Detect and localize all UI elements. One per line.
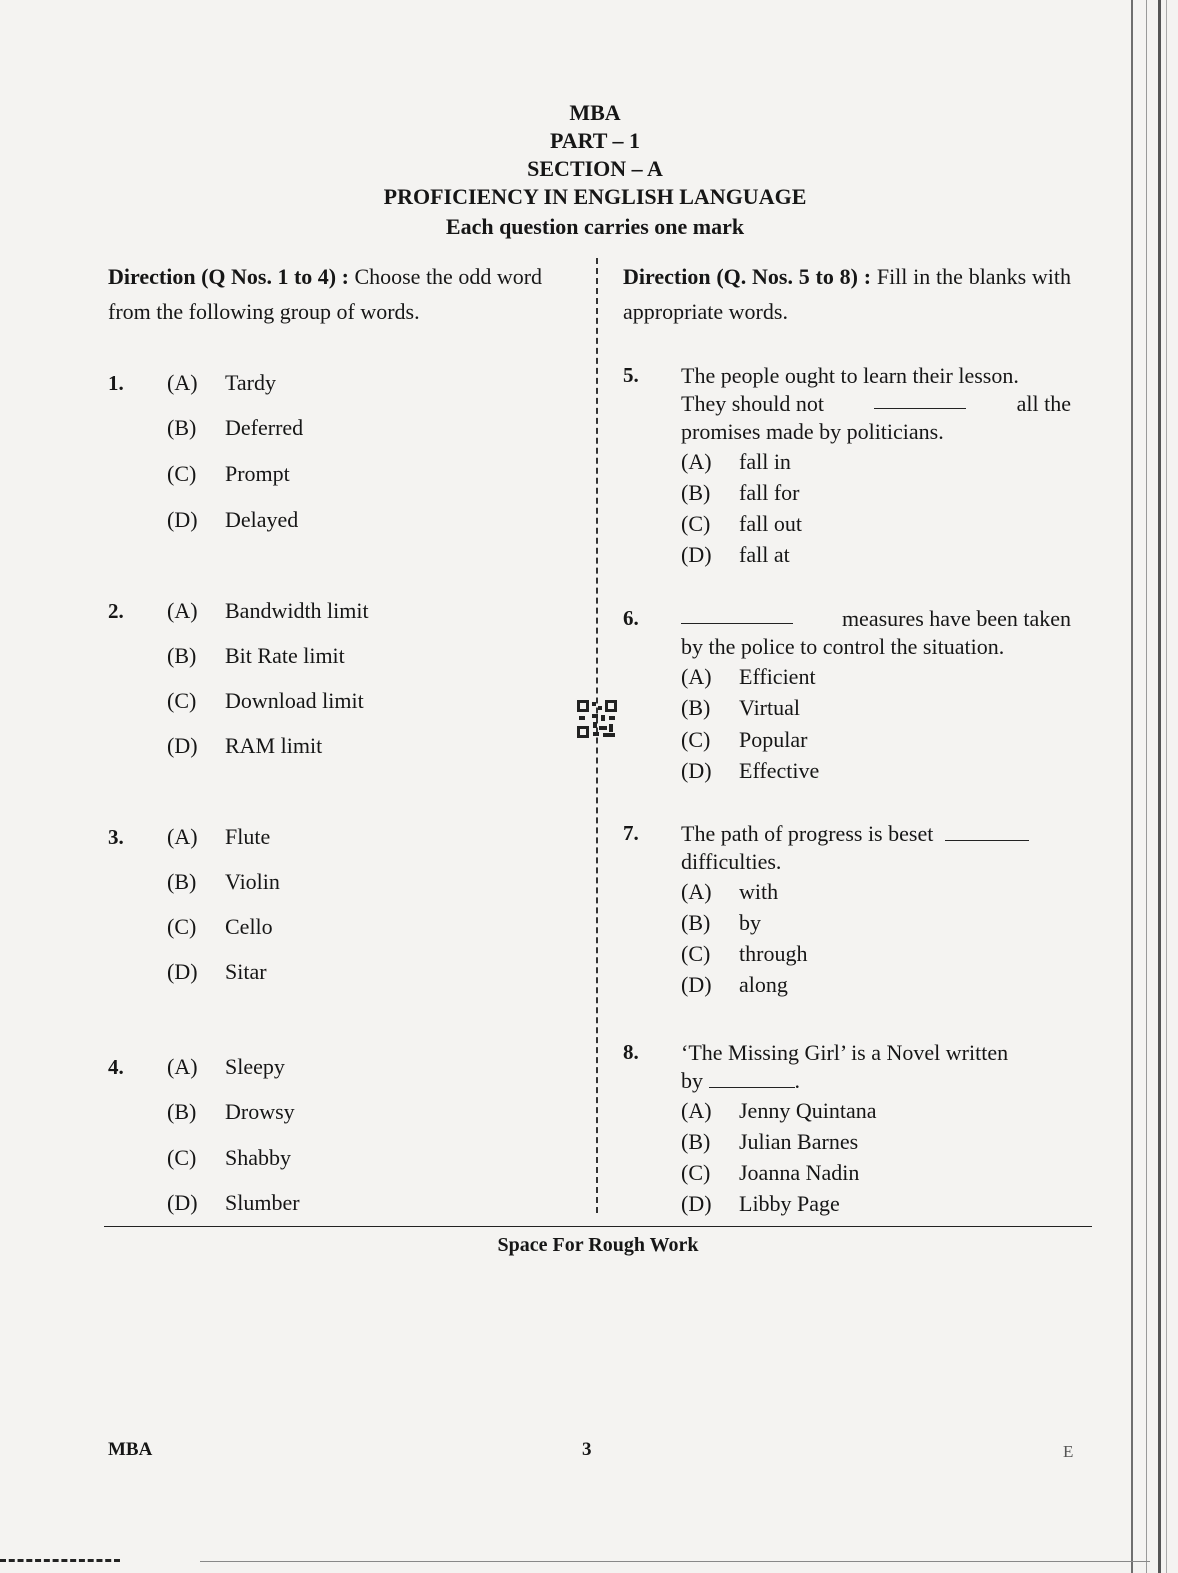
bottom-edge-mark bbox=[0, 1559, 120, 1562]
option-b: (B) Violin bbox=[167, 869, 280, 894]
question-number: 1. bbox=[108, 371, 124, 395]
option-d: (D) Libby Page bbox=[681, 1191, 840, 1216]
answer-blank bbox=[709, 1069, 795, 1088]
answer-blank bbox=[681, 605, 793, 624]
option-a: (A) Flute bbox=[167, 824, 271, 849]
right-direction-text: Fill in the blanks with appropriate words. bbox=[623, 264, 1072, 324]
option-a: (A) Tardy bbox=[167, 370, 276, 395]
option-a: (A) Efficient bbox=[681, 664, 816, 689]
section-rule bbox=[104, 1226, 1092, 1227]
question-number: 7. bbox=[623, 821, 639, 845]
option-d: (D) RAM limit bbox=[167, 733, 323, 758]
right-direction-label: Direction (Q. Nos. 5 to 8) : bbox=[623, 264, 872, 289]
option-c: (C) fall out bbox=[681, 511, 802, 536]
page-number: 3 bbox=[582, 1439, 592, 1460]
option-a: (A) Sleepy bbox=[167, 1054, 285, 1079]
option-b: (B) Bit Rate limit bbox=[167, 643, 345, 668]
option-d: (D) Effective bbox=[681, 758, 820, 783]
question-stem: The path of progress is beset difficulties. bbox=[681, 820, 1071, 876]
left-direction-label: Direction (Q Nos. 1 to 4) : bbox=[108, 264, 349, 289]
question-number: 4. bbox=[108, 1055, 124, 1079]
right-direction bbox=[623, 259, 1071, 329]
question-stem: measures have been taken by the police to control the situation. bbox=[681, 606, 1071, 659]
option-b: (B) by bbox=[681, 910, 761, 935]
option-a: (A) Jenny Quintana bbox=[681, 1098, 877, 1123]
question-number: 5. bbox=[623, 363, 639, 387]
option-b: (B) Virtual bbox=[681, 695, 800, 720]
option-c: (C) Download limit bbox=[167, 688, 364, 713]
option-c: (C) Prompt bbox=[167, 461, 290, 486]
question-stem: ‘The Missing Girl’ is a Novel written by . bbox=[681, 1040, 1009, 1093]
part-title: PART – 1 bbox=[549, 128, 641, 153]
option-d: (D) Slumber bbox=[167, 1190, 300, 1215]
option-b: (B) Deferred bbox=[167, 415, 304, 440]
option-d: (D) Delayed bbox=[167, 507, 299, 532]
qr-code bbox=[577, 700, 617, 738]
rough-work-label: Space For Rough Work bbox=[497, 1234, 699, 1256]
option-b: (B) Julian Barnes bbox=[681, 1129, 859, 1154]
option-c: (C) Shabby bbox=[167, 1145, 291, 1170]
option-a: (A) with bbox=[681, 879, 779, 904]
option-c: (C) through bbox=[681, 941, 808, 966]
option-c: (C) Cello bbox=[167, 914, 273, 939]
question-number: 6. bbox=[623, 606, 639, 630]
option-b: (B) fall for bbox=[681, 480, 800, 505]
question-number: 8. bbox=[623, 1040, 639, 1064]
left-direction-text: Choose the odd word from the following group of words. bbox=[108, 264, 543, 324]
question-number: 3. bbox=[108, 825, 124, 849]
option-d: (D) along bbox=[681, 972, 788, 997]
option-a: (A) Bandwidth limit bbox=[167, 598, 369, 623]
option-c: (C) Popular bbox=[681, 727, 808, 752]
option-d: (D) fall at bbox=[681, 542, 790, 567]
answer-blank bbox=[945, 822, 1029, 841]
question-number: 2. bbox=[108, 599, 124, 623]
question-stem: The people ought to learn their lesson. They should not all the promises made by politicians. bbox=[681, 363, 1071, 444]
marks-note: Each question carries one mark bbox=[445, 214, 745, 239]
section-title: SECTION – A bbox=[527, 156, 663, 181]
subject-title: PROFICIENCY IN ENGLISH LANGUAGE bbox=[383, 184, 807, 209]
option-b: (B) Drowsy bbox=[167, 1099, 295, 1124]
option-a: (A) fall in bbox=[681, 449, 791, 474]
option-d: (D) Sitar bbox=[167, 959, 267, 984]
course-title: MBA bbox=[569, 100, 621, 125]
option-c: (C) Joanna Nadin bbox=[681, 1160, 860, 1185]
footer-course: MBA bbox=[108, 1439, 153, 1460]
answer-blank bbox=[874, 390, 966, 409]
bottom-edge-line bbox=[200, 1561, 1150, 1562]
left-direction bbox=[108, 259, 563, 329]
footer-series: E bbox=[1063, 1442, 1074, 1461]
